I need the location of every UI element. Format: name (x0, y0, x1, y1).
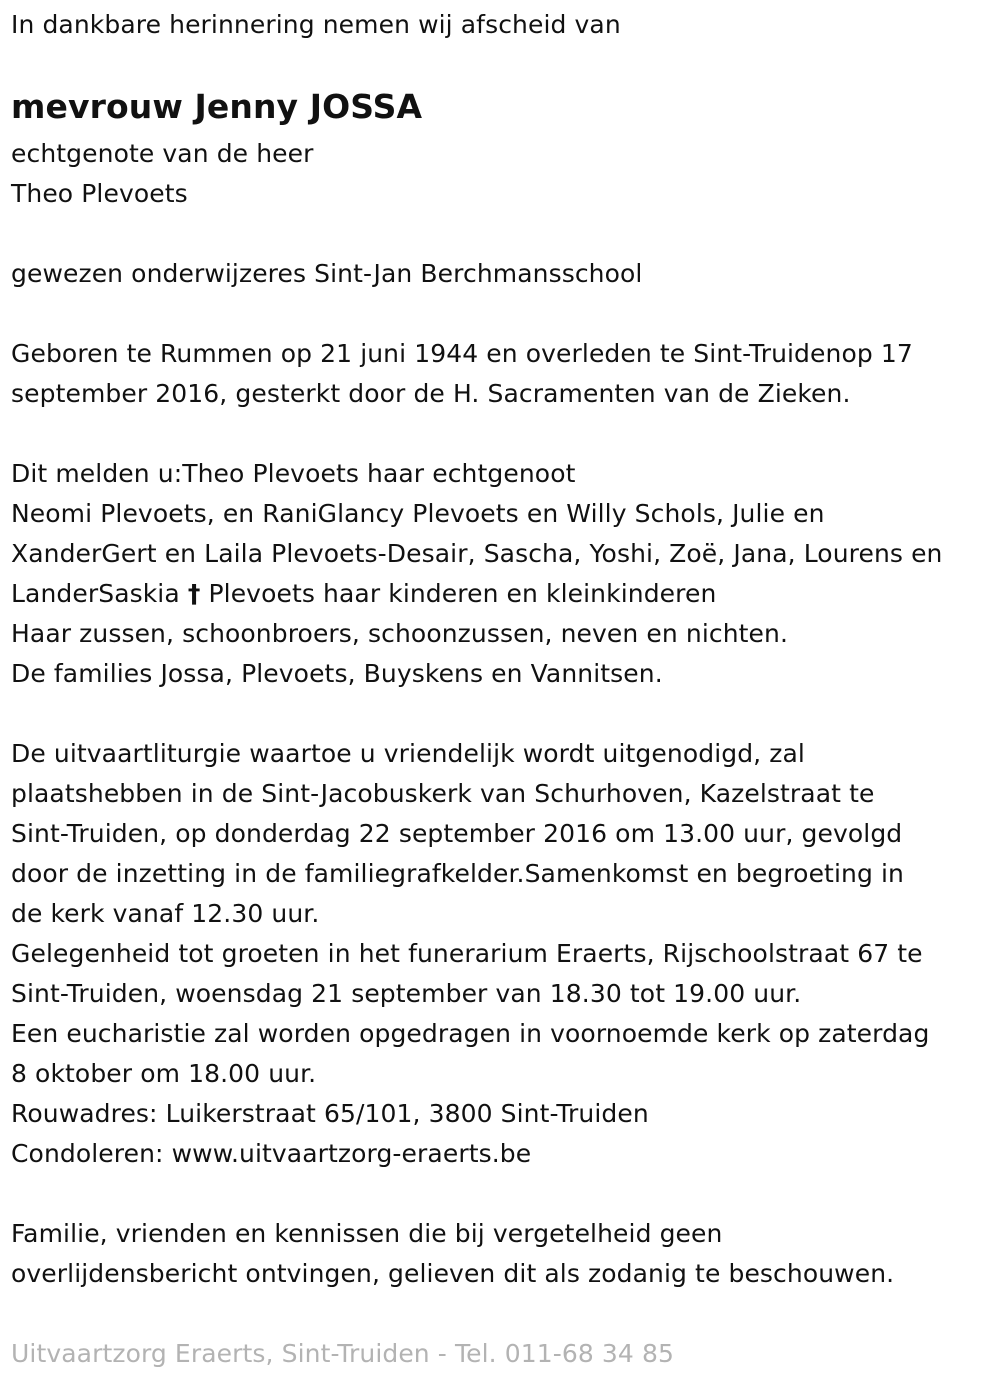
announcement-line-4 (11, 574, 716, 614)
announcement-line-4-part-b: Plevoets haar kinderen en kleinkinderen (200, 579, 717, 608)
service-line-6: Gelegenheid tot groeten in het funerarium Eraerts, Rijschoolstraat 67 te (11, 939, 923, 968)
service-line-1: De uitvaartliturgie waartoe u vriendelijk wordt uitgenodigd, zal (11, 739, 805, 768)
spouse-line-1: echtgenote van de heer (11, 139, 314, 168)
closing-line-2: overlijdensbericht ontvingen, gelieven dit als zodanig te beschouwen. (11, 1259, 895, 1288)
announcement-line-2: Neomi Plevoets, en RaniGlancy Plevoets en Willy Schols, Julie en (11, 499, 825, 528)
announcement-line-5: Haar zussen, schoonbroers, schoonzussen, neven en nichten. (11, 619, 789, 648)
service-line-3: Sint-Truiden, op donderdag 22 september 2016 om 13.00 uur, gevolgd (11, 819, 903, 848)
announcement-line-6: De families Jossa, Plevoets, Buyskens en Vannitsen. (11, 659, 663, 688)
announcement-line-4-part-a: LanderSaskia (11, 579, 188, 608)
birth-death-line-1: Geboren te Rummen op 21 juni 1944 en overleden te Sint-Truidenop 17 (11, 339, 913, 368)
cross-icon: † (187, 579, 201, 608)
service-line-4: door de inzetting in de familiegrafkelder.Samenkomst en begroeting in (11, 859, 904, 888)
service-line-8: Een eucharistie zal worden opgedragen in voornoemde kerk op zaterdag (11, 1019, 930, 1048)
deceased-name: mevrouw Jenny JOSSA (11, 87, 423, 126)
announcement-line-3: XanderGert en Laila Plevoets-Desair, Sascha, Yoshi, Zoë, Jana, Lourens en (11, 539, 943, 568)
intro-text: In dankbare herinnering nemen wij afscheid van (11, 10, 621, 39)
service-line-5: de kerk vanaf 12.30 uur. (11, 899, 320, 928)
closing-line-1: Familie, vrienden en kennissen die bij vergetelheid geen (11, 1219, 723, 1248)
service-line-2: plaatshebben in de Sint-Jacobuskerk van Schurhoven, Kazelstraat te (11, 779, 875, 808)
announcement-line-1: Dit melden u:Theo Plevoets haar echtgenoot (11, 459, 576, 488)
mourning-address: Rouwadres: Luikerstraat 65/101, 3800 Sint-Truiden (11, 1099, 649, 1128)
occupation-text: gewezen onderwijzeres Sint-Jan Berchmansschool (11, 259, 643, 288)
service-line-9: 8 oktober om 18.00 uur. (11, 1059, 317, 1088)
condolences-link[interactable]: Condoleren: www.uitvaartzorg-eraerts.be (11, 1139, 532, 1168)
birth-death-line-2: september 2016, gesterkt door de H. Sacramenten van de Zieken. (11, 379, 851, 408)
spouse-line-2: Theo Plevoets (11, 179, 188, 208)
funeral-home-footer: Uitvaartzorg Eraerts, Sint-Truiden - Tel. 011-68 34 85 (11, 1339, 674, 1368)
service-line-7: Sint-Truiden, woensdag 21 september van 18.30 tot 19.00 uur. (11, 979, 802, 1008)
